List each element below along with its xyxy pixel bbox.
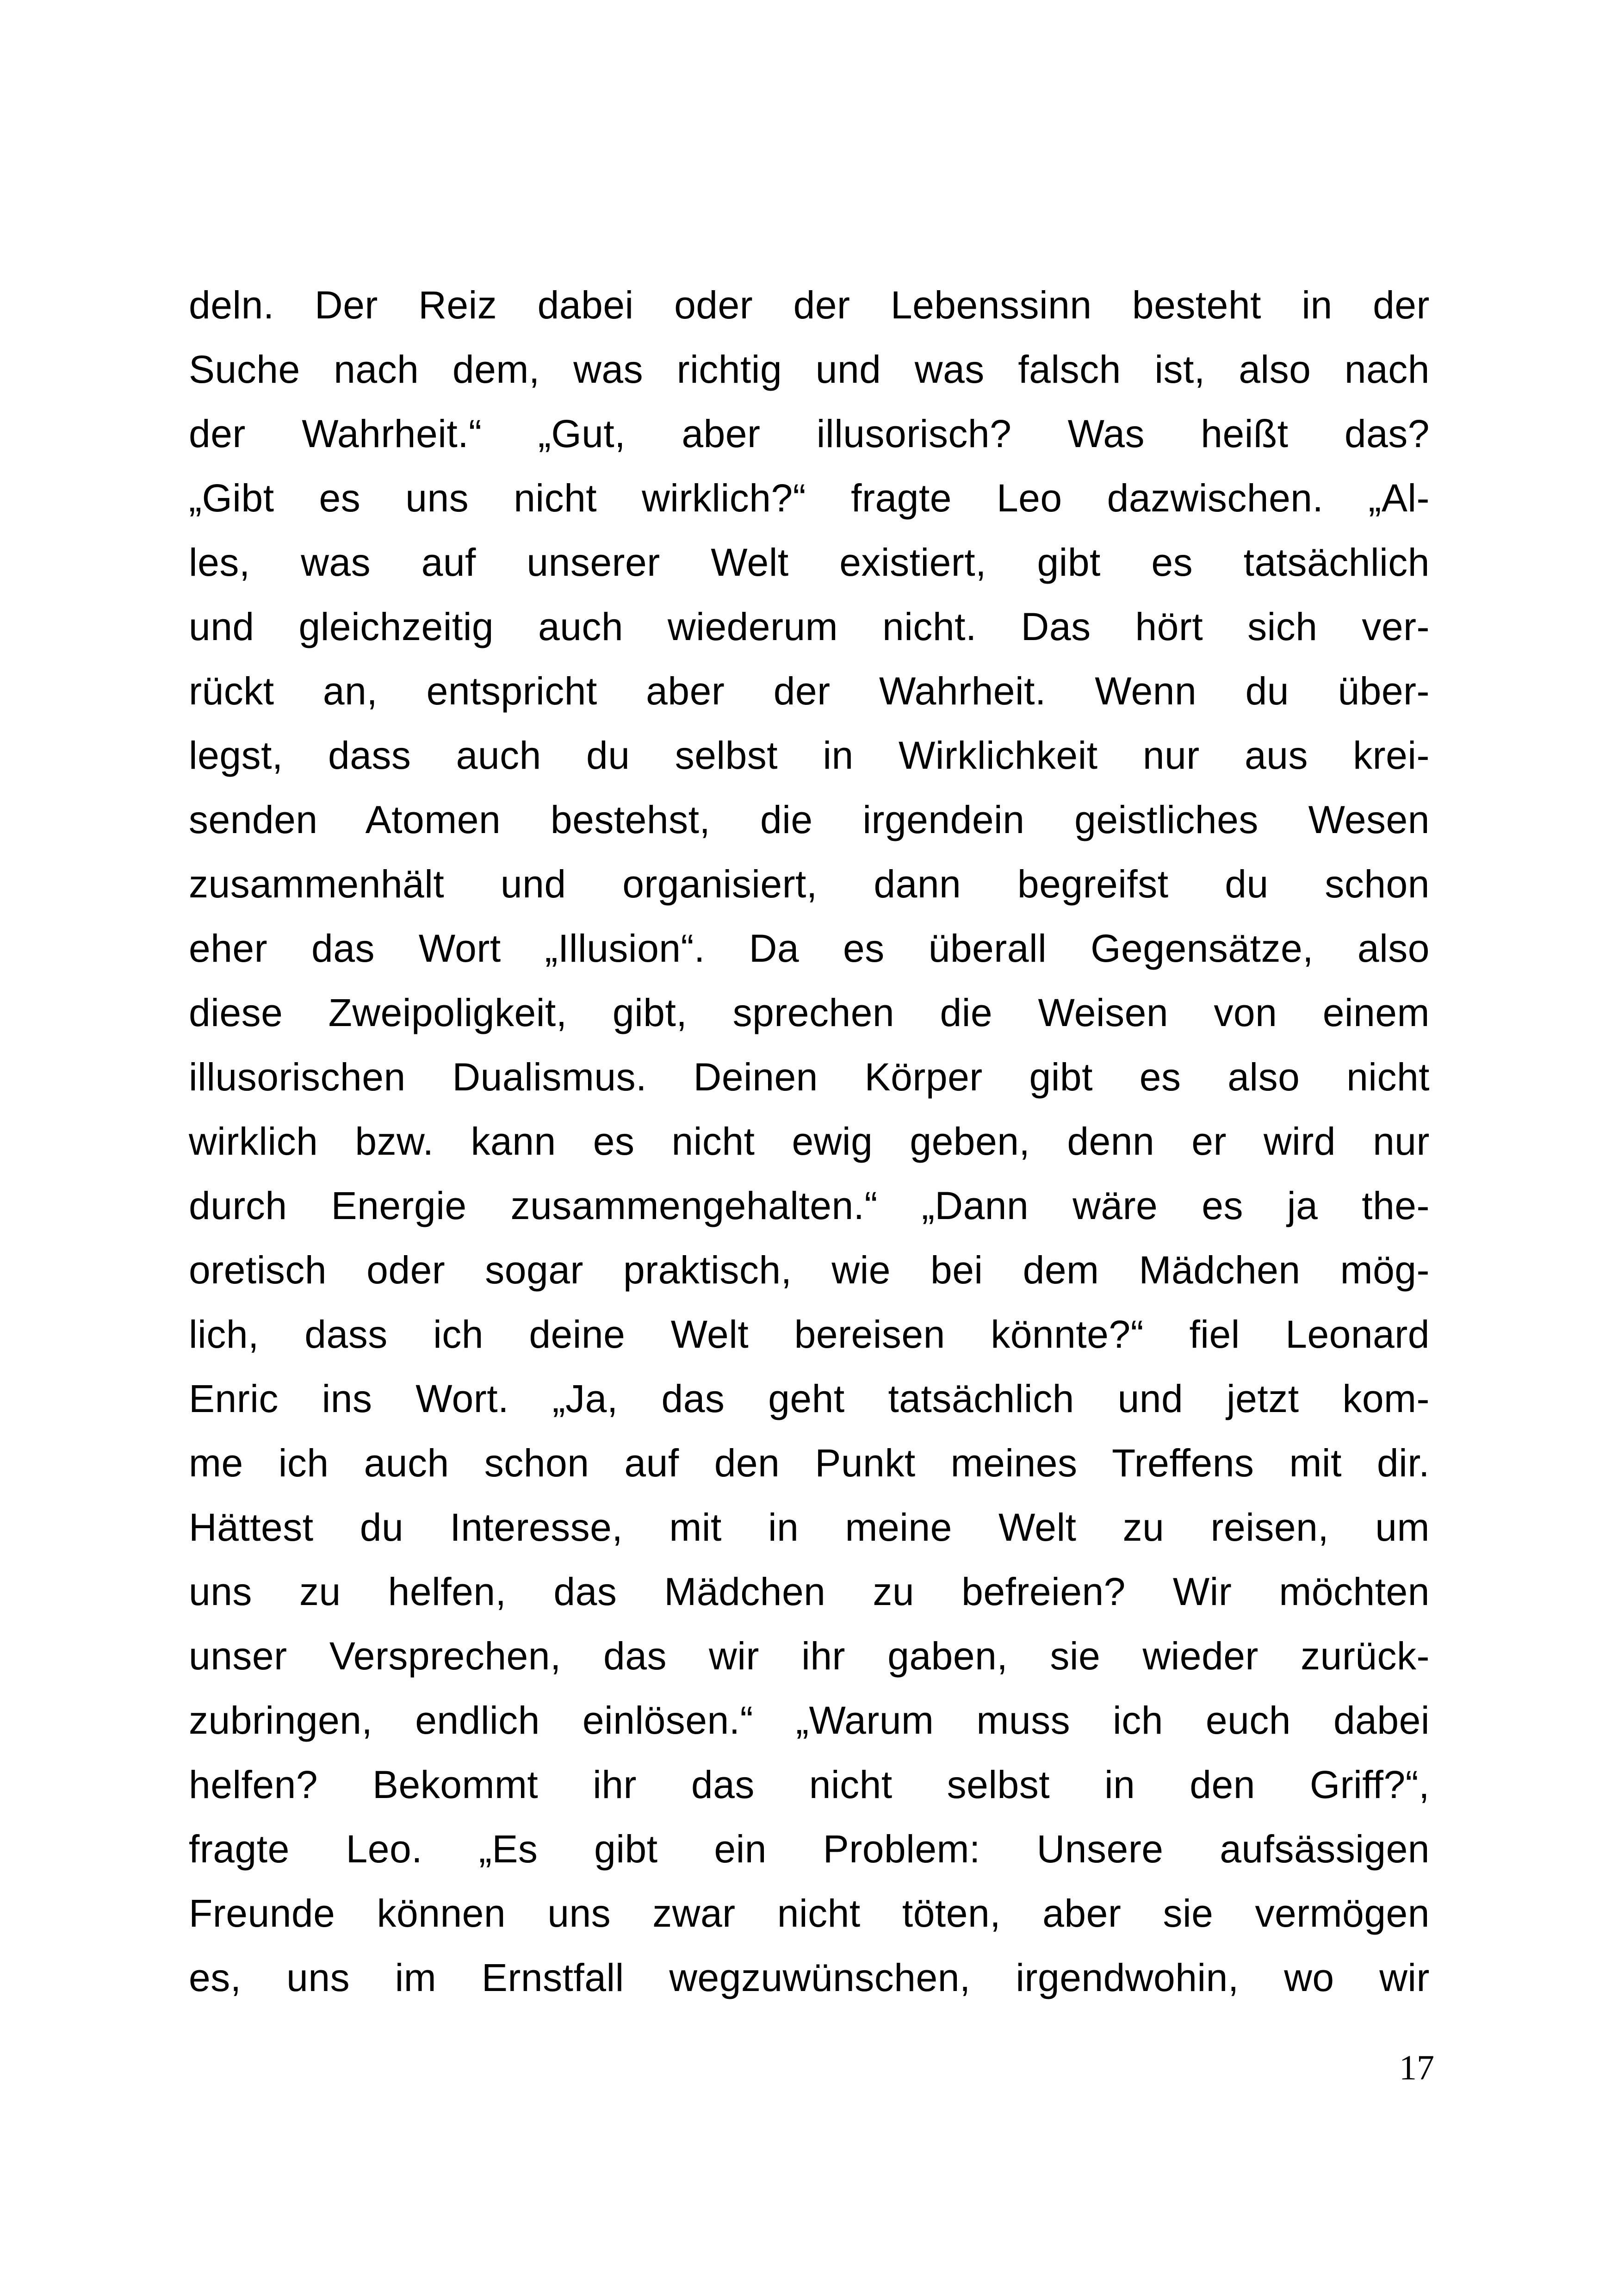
text-line: „Gibt es uns nicht wirklich?“ fragte Leo dazwischen. „Al-	[189, 476, 1430, 520]
text-line: Suche nach dem, was richtig und was falsch ist, also nach	[189, 348, 1430, 391]
text-line: helfen? Bekommt ihr das nicht selbst in den Griff?“,	[189, 1763, 1430, 1806]
text-line: les, was auf unserer Welt existiert, gibt es tatsächlich	[189, 541, 1430, 584]
text-line: rückt an, entspricht aber der Wahrheit. Wenn du über-	[189, 669, 1430, 713]
text-line: durch Energie zusammengehalten.“ „Dann wäre es ja the-	[189, 1184, 1430, 1227]
text-line: unser Versprechen, das wir ihr gaben, sie wieder zurück-	[189, 1634, 1430, 1678]
text-line: zubringen, endlich einlösen.“ „Warum muss ich euch dabei	[189, 1699, 1430, 1742]
body-text	[189, 273, 1430, 2010]
text-line: deln. Der Reiz dabei oder der Lebenssinn besteht in der	[189, 283, 1430, 327]
text-line: senden Atomen bestehst, die irgendein geistliches Wesen	[189, 798, 1430, 841]
text-line: Hättest du Interesse, mit in meine Welt zu reisen, um	[189, 1506, 1430, 1549]
text-line: und gleichzeitig auch wiederum nicht. Das hört sich ver-	[189, 605, 1430, 648]
text-line: uns zu helfen, das Mädchen zu befreien? Wir möchten	[189, 1570, 1430, 1613]
page-number: 17	[1399, 2048, 1434, 2087]
text-line: illusorischen Dualismus. Deinen Körper gibt es also nicht	[189, 1055, 1430, 1099]
text-line: wirklich bzw. kann es nicht ewig geben, denn er wird nur	[189, 1120, 1430, 1163]
text-line: zusammenhält und organisiert, dann begreifst du schon	[189, 862, 1430, 906]
text-line: der Wahrheit.“ „Gut, aber illusorisch? Was heißt das?	[189, 412, 1430, 455]
text-line: oretisch oder sogar praktisch, wie bei dem Mädchen mög-	[189, 1248, 1430, 1292]
text-line: lich, dass ich deine Welt bereisen könnte?“ fiel Leonard	[189, 1313, 1430, 1356]
text-line: fragte Leo. „Es gibt ein Problem: Unsere aufsässigen	[189, 1827, 1430, 1871]
text-line: me ich auch schon auf den Punkt meines Treffens mit dir.	[189, 1441, 1430, 1485]
text-line: eher das Wort „Illusion“. Da es überall Gegensätze, also	[189, 927, 1430, 970]
text-line: Freunde können uns zwar nicht töten, aber sie vermögen	[189, 1892, 1430, 1935]
text-line: es, uns im Ernstfall wegzuwünschen, irgendwohin, wo wir	[189, 1956, 1430, 1999]
text-line: Enric ins Wort. „Ja, das geht tatsächlich und jetzt kom-	[189, 1377, 1430, 1420]
text-line: diese Zweipoligkeit, gibt, sprechen die Weisen von einem	[189, 991, 1430, 1034]
text-line: legst, dass auch du selbst in Wirklichkeit nur aus krei-	[189, 734, 1430, 777]
